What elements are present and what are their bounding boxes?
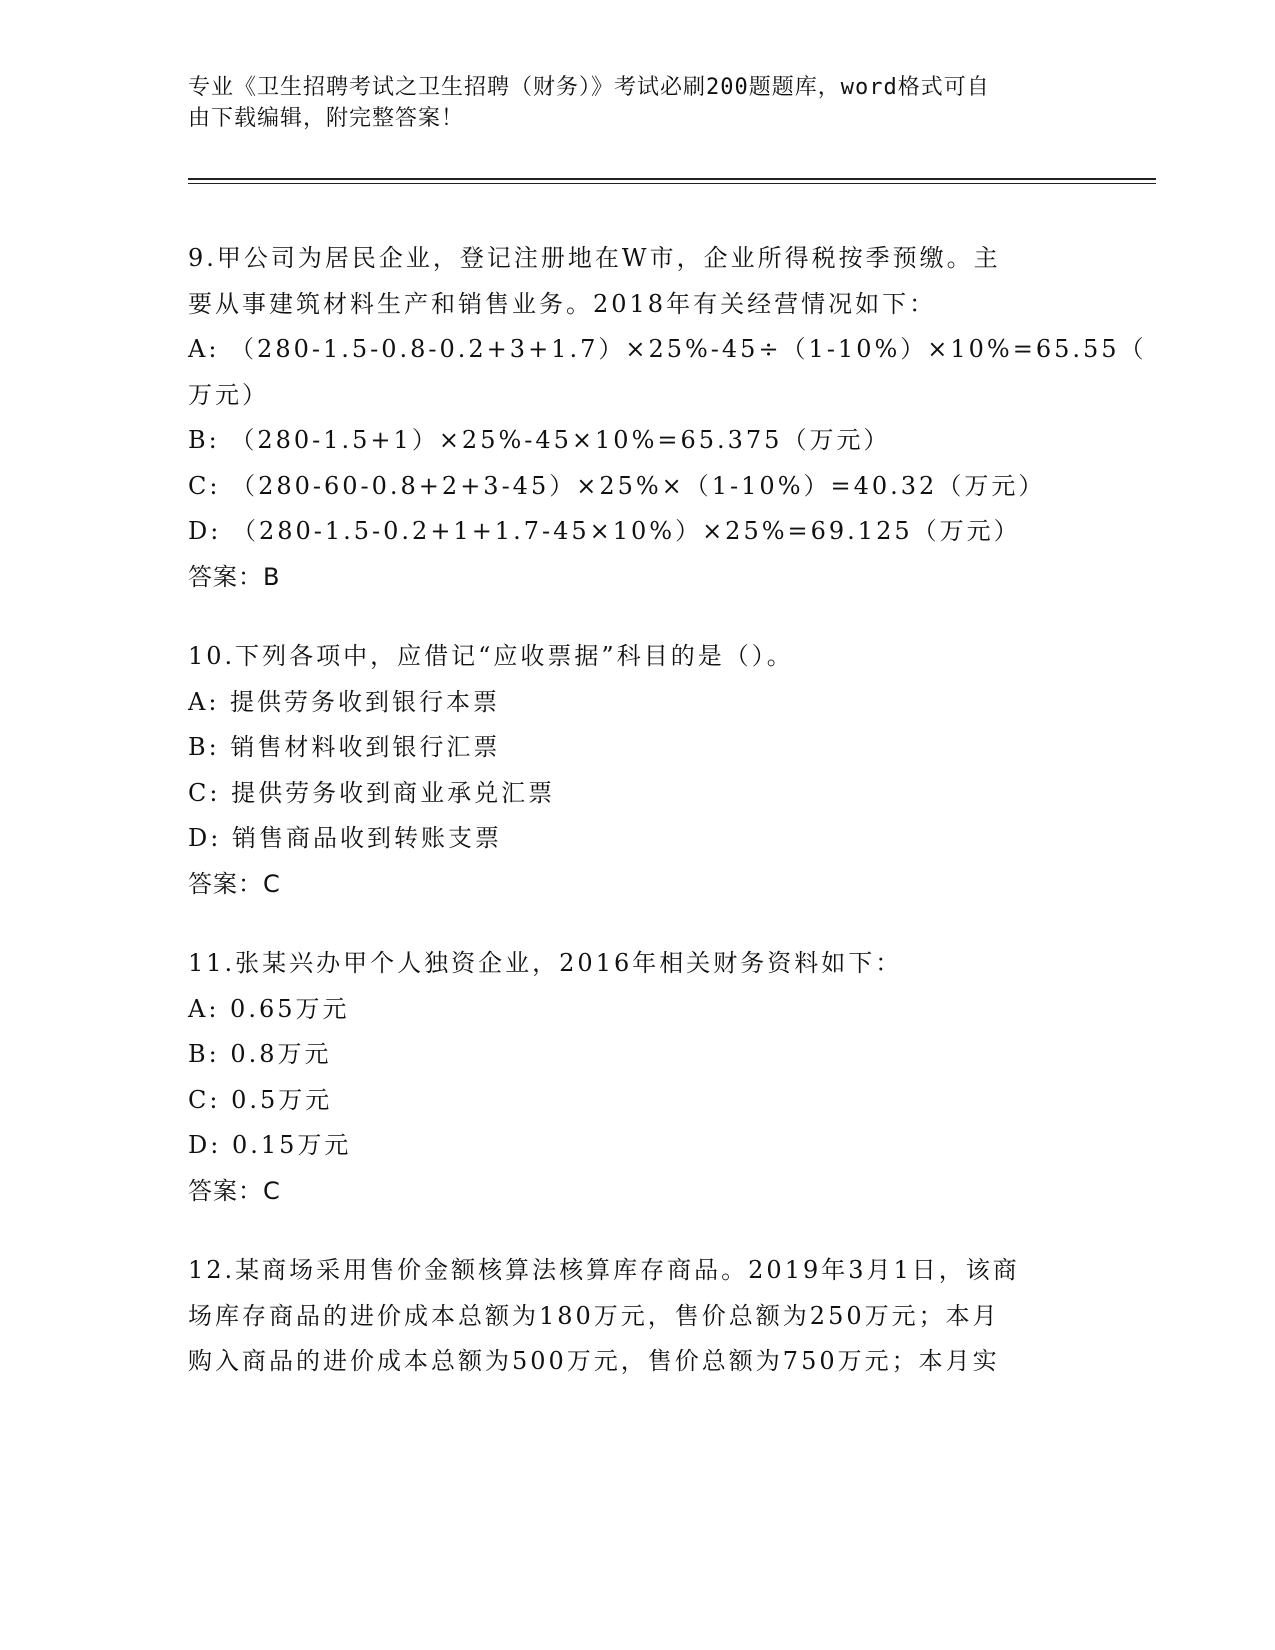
question-block: [188, 941, 1088, 1214]
question-list: [188, 236, 1147, 1419]
answer-line: 答案：C: [188, 1176, 281, 1205]
question-stem-line: 要从事建筑材料生产和销售业务。2018年有关经营情况如下：: [188, 289, 937, 318]
question-stem-line: 9.甲公司为居民企业，登记注册地在W市，企业所得税按季预缴。主: [188, 244, 1001, 272]
answer-line: 答案：B: [188, 562, 281, 591]
header-divider-thick: [188, 178, 1156, 180]
question-stem-line: 12.某商场采用售价金额核算法核算库存商品。2019年3月1日，该商: [188, 1256, 1020, 1284]
document-header: [188, 72, 1068, 134]
option-line: C: （280-60-0.8+2+3-45）×25%×（1-10%）=40.32（万元）: [188, 471, 1046, 500]
option-line: C: 0.5万元: [188, 1085, 333, 1114]
question-block: [188, 236, 1147, 600]
option-line: D: （280-1.5-0.2+1+1.7-45×10%）×25%=69.125（万元）: [188, 517, 1021, 545]
question-stem-line: 场库存商品的进价成本总额为180万元，售价总额为250万元；本月: [188, 1301, 1000, 1330]
option-line: D: 0.15万元: [188, 1131, 352, 1159]
question-block: [188, 634, 1088, 907]
option-line: A: 0.65万元: [188, 994, 350, 1023]
question-stem-line: 10.下列各项中，应借记“应收票据”科目的是（）。: [188, 642, 794, 670]
option-line: 万元）: [188, 380, 269, 409]
header-line-1: 专业《卫生招聘考试之卫生招聘（财务）》考试必刷200题题库，word格式可自: [188, 75, 990, 100]
option-line: C: 提供劳务收到商业承兑汇票: [188, 778, 556, 807]
question-stem-line: 购入商品的进价成本总额为500万元，售价总额为750万元；本月实: [188, 1347, 1000, 1375]
question-block: [188, 1248, 1088, 1385]
option-line: B: 销售材料收到银行汇票: [188, 733, 501, 761]
header-line-2: 由下载编辑，附完整答案！: [188, 106, 465, 131]
answer-line: 答案：C: [188, 869, 281, 898]
header-divider-thin: [188, 183, 1156, 184]
option-line: B: 0.8万元: [188, 1040, 332, 1068]
option-line: A: （280-1.5-0.8-0.2+3+1.7）×25%-45÷（1-10%）×10%=65.55（: [188, 335, 1147, 363]
question-stem-line: 11.张某兴办甲个人独资企业，2016年相关财务资料如下：: [188, 949, 903, 977]
option-line: D: 销售商品收到转账支票: [188, 824, 502, 852]
option-line: A: 提供劳务收到银行本票: [188, 687, 501, 716]
option-line: B: （280-1.5+1）×25%-45×10%=65.375（万元）: [188, 426, 891, 454]
